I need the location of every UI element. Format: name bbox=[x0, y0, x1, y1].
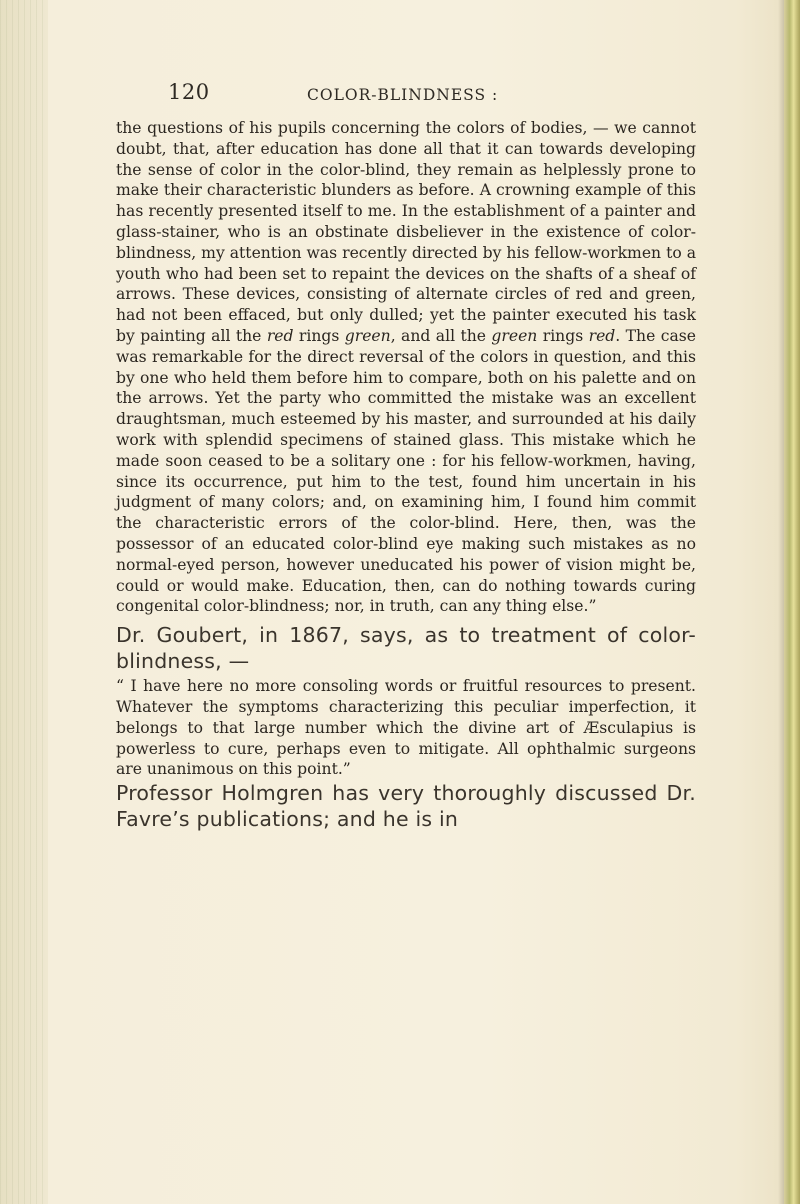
body-text bbox=[116, 118, 696, 832]
page-number: 120 bbox=[168, 80, 210, 104]
running-head: COLOR-BLINDNESS : bbox=[307, 86, 499, 104]
paragraph-1-text: the questions of his pupils concerning the colors of bodies, — we cannot doubt, that, after education has done all that it can towards developing the sense of color in the color-blind, they remain as helplessly prone to make their characteristic blunders as before. A crowning example of this has recently presented itself to me. In the establishment of a painter and glass-stainer, who is an obstinate disbeliever in the existence of color-blindness, my attention was recently directed by his fellow-workmen to a youth who had been set to repaint the devices on the shafts of a sheaf of arrows. These devices, consisting of alternate circles of red and green, had not been effaced, but only dulled; yet the painter executed his task by painting all the bbox=[116, 119, 696, 345]
binding-gutter bbox=[0, 0, 48, 1204]
paragraph-1-text-3: , and all the bbox=[390, 326, 492, 345]
large-paragraph-goubert: Dr. Goubert, in 1867, says, as to treatment of color-blindness, — bbox=[116, 623, 696, 674]
emphasis-red-2: red bbox=[588, 326, 616, 345]
paragraph-1-text-5: . The case was remarkable for the direct reversal of the colors in question, and this by one who held them before him to compare, both on his palette and on the arrows. Yet the party who committed the mistake was an excellent draughtsman, much esteemed by his master, and surrounded at his daily work with splendid specimens of stained glass. This mistake which he made soon ceased to be a solitary one : for his fellow-workmen, having, since its occurrence, put him to the test, found him uncertain in his judgment of many colors; and, on examining him, I found him commit the characteristic errors of the color-blind. Here, then, was the possessor of an educated color-blind eye making such mistakes as no normal-eyed person, however uneducated his power of vision might be, could or would make. Education, then, can do nothing towards curing congenital color-blindness; nor, in truth, can any thing else.” bbox=[116, 326, 696, 616]
paragraph-1 bbox=[116, 118, 696, 617]
page-fore-edge bbox=[784, 0, 800, 1204]
paragraph-1-text-2: rings bbox=[293, 326, 345, 345]
emphasis-green-1: green bbox=[344, 326, 391, 345]
block-quote: “ I have here no more consoling words or fruitful resources to present. Whatever the symptoms characterizing this peculiar imperfection, it belongs to that large number which the divine art of Æsculapius is powerless to cure, perhaps even to mitigate. All ophthalmic surgeons are unanimous on this point.” bbox=[116, 677, 696, 779]
emphasis-red-1: red bbox=[266, 326, 294, 345]
page-header bbox=[168, 80, 728, 112]
large-paragraph-holmgren: Professor Holmgren has very thoroughly discussed Dr. Favre’s publications; and he is in bbox=[116, 781, 696, 832]
emphasis-green-2: green bbox=[491, 326, 538, 345]
paragraph-1-text-4: rings bbox=[537, 326, 589, 345]
